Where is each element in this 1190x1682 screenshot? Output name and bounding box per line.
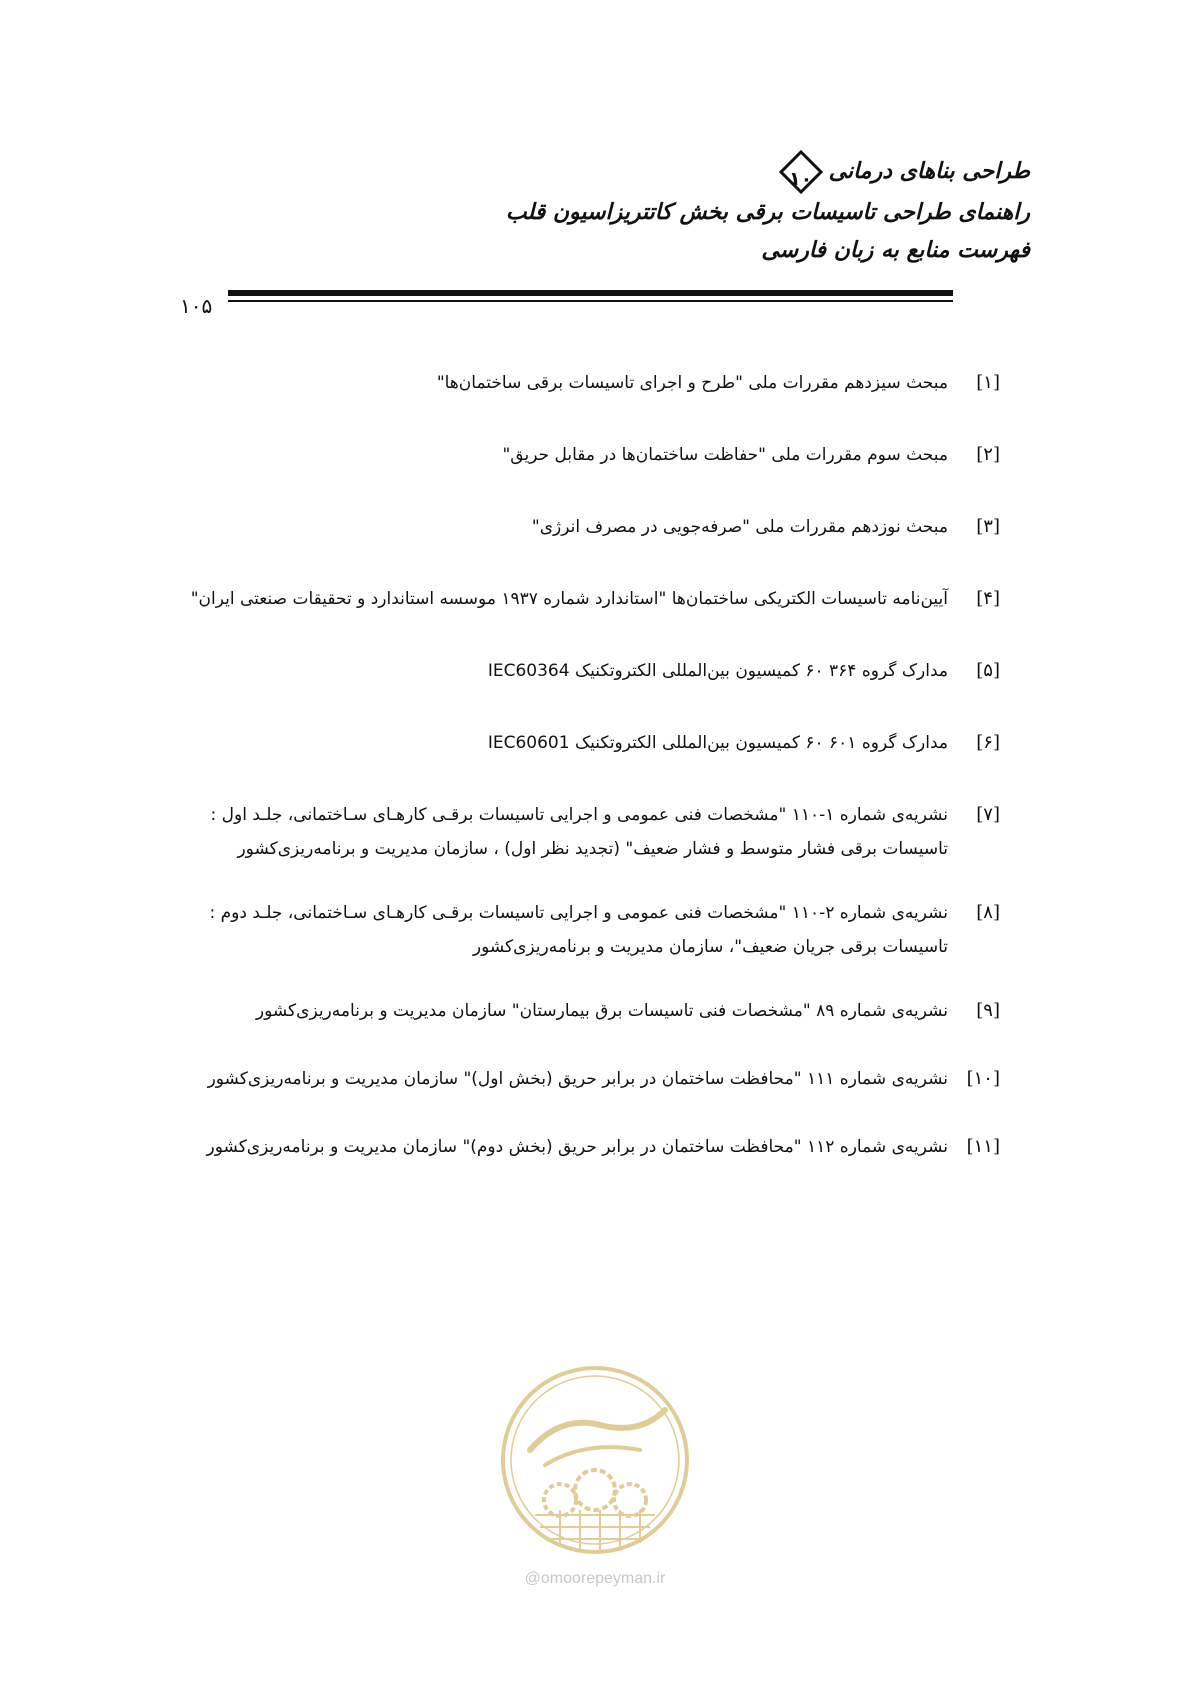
reference-number: [۵] bbox=[976, 660, 1000, 681]
reference-text: نشریه‌ی شماره ۱۱۱ "محافظت ساختمان در برابر حریق (بخش اول)" سازمان مدیریت و برنامه‌ریزی‌کشور bbox=[207, 1069, 948, 1089]
watermark bbox=[490, 1355, 700, 1615]
reference-number: [۱۱] bbox=[966, 1136, 1000, 1157]
reference-number: [۷] bbox=[976, 804, 1000, 825]
reference-text: نشریه‌ی شماره ۱-۱۱۰ "مشخصات فنی عمومی و اجرایی تاسیسات برقـی کارهـای سـاختمانی، جلـد اول : تاسیسات برقی فشار متوسط و فشار ضعیف" (تجدید نظر اول) ، سازمان مدیریت و برنامه‌ریزی‌کشور bbox=[210, 805, 948, 859]
reference-item bbox=[180, 366, 1000, 400]
reference-number: [۹] bbox=[976, 1000, 1000, 1021]
reference-number: [۶] bbox=[976, 732, 1000, 753]
reference-item bbox=[180, 438, 1000, 472]
reference-text: مدارک گروه ۳۶۴ ۶۰ کمیسیون بین‌المللی الکتروتکنیک IEC60364 bbox=[487, 661, 948, 681]
header-rule-thin bbox=[228, 300, 953, 302]
header-rule-thick bbox=[228, 290, 953, 296]
page-header bbox=[170, 150, 1030, 270]
reference-item bbox=[180, 510, 1000, 544]
reference-item bbox=[180, 798, 1000, 866]
reference-item bbox=[180, 994, 1000, 1028]
reference-number: [۳] bbox=[976, 516, 1000, 537]
header-title-line1 bbox=[170, 150, 1030, 194]
reference-list bbox=[180, 366, 1000, 1164]
reference-text: مبحث نوزدهم مقررات ملی "صرفه‌جویی در مصرف انرژی" bbox=[531, 517, 948, 537]
reference-item bbox=[180, 1062, 1000, 1096]
reference-text: نشریه‌ی شماره ۲-۱۱۰ "مشخصات فنی عمومی و اجرایی تاسیسات برقـی کارهـای سـاختمانی، جلـد دوم : تاسیسات برقی جریان ضعیف"، سازمان مدیریت و برنامه‌ریزی‌کشور bbox=[209, 903, 948, 957]
header-title-line3: فهرست منابع به زبان فارسی bbox=[761, 238, 1030, 263]
reference-text: مبحث سیزدهم مقررات ملی "طرح و اجرای تاسیسات برقی ساختمان‌ها" bbox=[436, 373, 948, 393]
reference-text: مدارک گروه ۶۰۱ ۶۰ کمیسیون بین‌المللی الکتروتکنیک IEC60601 bbox=[487, 733, 948, 753]
chapter-number-badge bbox=[779, 150, 823, 194]
reference-item bbox=[180, 582, 1000, 616]
reference-text: مبحث سوم مقررات ملی "حفاظت ساختمان‌ها در مقابل حریق" bbox=[502, 445, 948, 465]
reference-number: [۸] bbox=[976, 902, 1000, 923]
reference-item bbox=[180, 896, 1000, 964]
reference-text: نشریه‌ی شماره ۱۱۲ "محافظت ساختمان در برابر حریق (بخش دوم)" سازمان مدیریت و برنامه‌ریزی‌کشور bbox=[206, 1137, 948, 1157]
reference-text: نشریه‌ی شماره ۸۹ "مشخصات فنی تاسیسات برق بیمارستان" سازمان مدیریت و برنامه‌ریزی‌کشور bbox=[255, 1001, 948, 1021]
header-rule bbox=[228, 290, 953, 302]
header-title-text: طراحی بناهای درمانی bbox=[828, 159, 1030, 184]
chapter-number: ۱۰ bbox=[789, 168, 813, 190]
reference-number: [۱۰] bbox=[966, 1068, 1000, 1089]
reference-item bbox=[180, 1130, 1000, 1164]
watermark-site: @omoorepeyman.ir bbox=[524, 1570, 666, 1587]
reference-item bbox=[180, 726, 1000, 760]
page-number: ۱۰۵ bbox=[180, 294, 213, 318]
header-title-line2: راهنمای طراحی تاسیسات برقی بخش کاتتریزاسیون قلب bbox=[505, 200, 1030, 225]
reference-item bbox=[180, 654, 1000, 688]
reference-number: [۱] bbox=[976, 372, 1000, 393]
reference-number: [۲] bbox=[976, 444, 1000, 465]
omoorepeyman-logo-icon bbox=[490, 1355, 700, 1565]
reference-text: آیین‌نامه تاسیسات الکتریکی ساختمان‌ها "استاندارد شماره ۱۹۳۷ موسسه استاندارد و تحقیقات صنعتی ایران" bbox=[190, 589, 948, 609]
reference-number: [۴] bbox=[976, 588, 1000, 609]
